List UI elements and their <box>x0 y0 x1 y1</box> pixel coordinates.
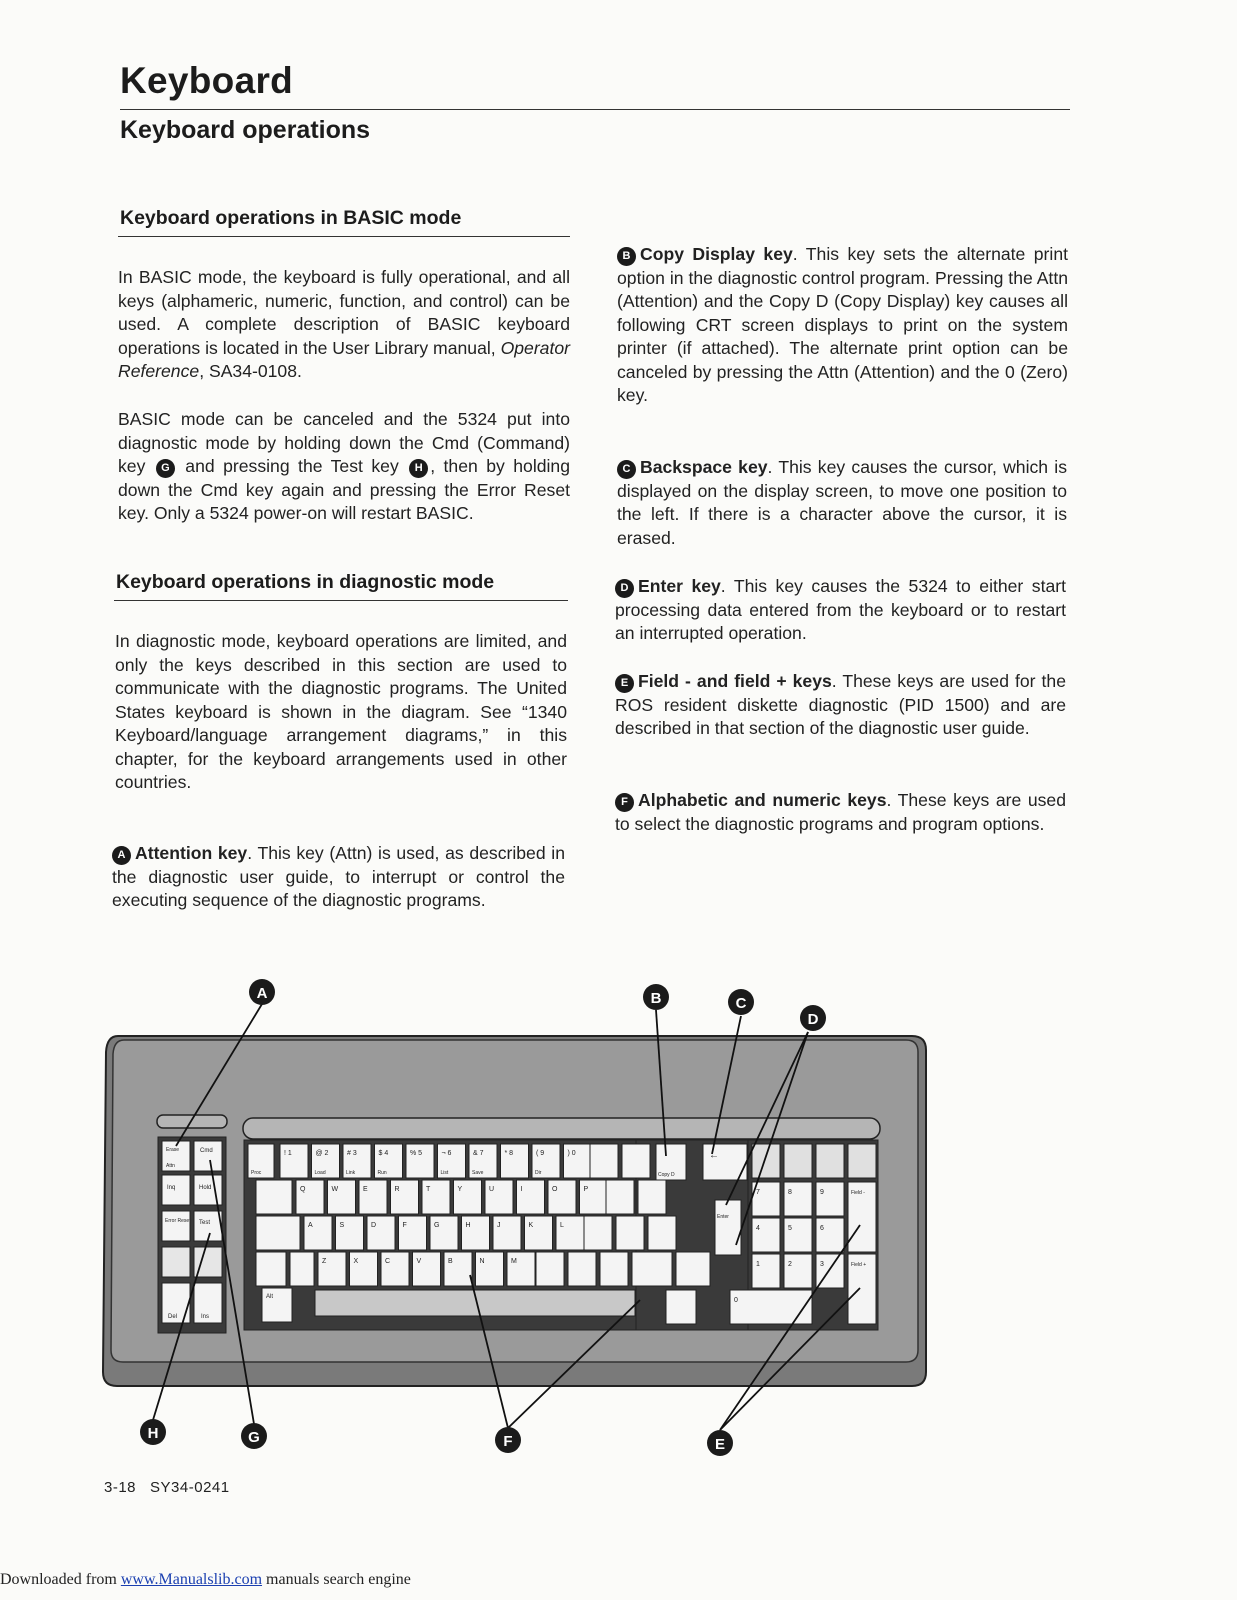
key-letter-k-label: K <box>528 1222 534 1229</box>
key-letter-j-label: J <box>497 1222 501 1229</box>
key-letter-d-label: D <box>371 1222 377 1229</box>
key-ins-label: Ins <box>201 1314 210 1320</box>
keyboard-diagram <box>0 960 1237 1460</box>
key-num-0 <box>730 1290 812 1324</box>
key-letter-x-label: X <box>353 1258 359 1265</box>
key-shift-lock <box>256 1216 300 1250</box>
title-rule <box>120 109 1070 110</box>
key-letter-w-label: W <box>331 1186 339 1193</box>
key-num-4 <box>752 1218 780 1252</box>
key-letter-z-label: Z <box>322 1258 327 1265</box>
key-num-top-4 <box>848 1144 876 1178</box>
key-quote <box>616 1216 644 1250</box>
key-digit-4-sublabel: Run <box>377 1170 387 1176</box>
callout-g-label: G <box>248 1429 260 1446</box>
backspace-key-name: Backspace key <box>640 457 768 477</box>
field-keys-text: . These keys are used for the ROS resident diskette diagnostic (PID 1500) and are described in that section of the diagnostic user guide. <box>615 671 1066 738</box>
key-digit-9-label: ( 9 <box>536 1150 545 1157</box>
key-digit-6-label: ¬ 6 <box>441 1150 452 1157</box>
key-num-top-1 <box>752 1144 780 1178</box>
key-angle <box>290 1252 314 1286</box>
key-semicolon <box>584 1216 612 1250</box>
key-period <box>568 1252 596 1286</box>
key-letter-o-label: O <box>552 1186 558 1193</box>
callout-f-label: F <box>503 1433 513 1450</box>
key-digit-8-label: * 8 <box>504 1150 514 1157</box>
key-inq-label: Inq <box>167 1185 176 1191</box>
callout-g-inline: G <box>156 459 175 478</box>
key-hold-label: Hold <box>199 1185 212 1191</box>
basic-p2-tail: , then by holding down the Cmd key again and pressing the Error Reset key. Only a 5324 power-on will restart BASIC. <box>118 456 570 523</box>
key-copy-d-label: Copy D <box>658 1172 675 1178</box>
key-error-reset <box>162 1211 190 1241</box>
document-number: SY34-0241 <box>150 1479 230 1496</box>
key-letter-t-label: T <box>426 1186 431 1193</box>
key-digit-2-label: @ 2 <box>315 1150 329 1157</box>
callout-f-bullet: F <box>615 793 634 812</box>
indicator-slot-main <box>243 1118 880 1139</box>
diagnostic-mode-paragraph: In diagnostic mode, keyboard operations are limited, and only the keys described in this section are used to communicate with the diagnostic programs. The United States keyboard is shown in the diagram. See “1340 Keyboard/language arrangement diagrams,” in this chapter, for the keyboard arrangements used in other countries. <box>115 631 567 792</box>
enter-key-name: Enter key <box>638 576 721 596</box>
callout-b-bullet: B <box>617 247 636 266</box>
callout-h-inline: H <box>409 459 428 478</box>
callout-e-bullet: E <box>615 674 634 693</box>
key-num-6-label: 6 <box>820 1225 824 1232</box>
basic-mode-paragraph-1 <box>118 266 570 384</box>
key-enter <box>715 1200 741 1255</box>
key-backslash <box>638 1180 666 1214</box>
key-attn-label: Attn <box>166 1163 175 1169</box>
section-heading-diagnostic: Keyboard operations in diagnostic mode <box>116 571 495 593</box>
backspace-key-description <box>617 456 1067 550</box>
key-num-top-3 <box>816 1144 844 1178</box>
key-num-0-label: 0 <box>734 1297 738 1304</box>
key-braces <box>648 1216 676 1250</box>
key-num-6 <box>816 1218 844 1252</box>
key-num-5-label: 5 <box>788 1225 792 1232</box>
key-digit-7-sublabel: Save <box>472 1170 484 1176</box>
key-letter-s-label: S <box>339 1222 345 1229</box>
key-field-plus-label: Field + <box>851 1262 867 1268</box>
key-num-1-label: 1 <box>756 1261 760 1268</box>
basic-p2-mid: and pressing the Test key <box>176 456 408 476</box>
download-prefix: Downloaded from <box>0 1571 121 1588</box>
key-field-exit <box>676 1252 710 1286</box>
key-num-7-label: 7 <box>756 1189 760 1196</box>
callout-d-label: D <box>807 1011 819 1028</box>
callout-c-label: C <box>735 995 747 1012</box>
key-letter-h-label: H <box>465 1222 471 1229</box>
callout-a-bullet: A <box>112 846 131 865</box>
callout-b-label: B <box>650 990 662 1007</box>
key-num-9 <box>816 1182 844 1216</box>
copy-display-key-text: . This key sets the alternate print option in the diagnostic control program. Pressing the Attn (Attention) and the Copy D (Copy Display) key causes all following CRT screen displays to print on the system printer (if attached). The alternate print option can be canceled by pressing the Attn (Attention) and the 0 (Zero) key. <box>617 244 1068 405</box>
alphanumeric-keys-text: . These keys are used to select the diagnostic programs and program options. <box>615 790 1066 834</box>
key-letter-e-label: E <box>363 1186 368 1193</box>
key-cmd-label: Cmd <box>200 1148 213 1154</box>
key-letter-c-label: C <box>385 1258 391 1265</box>
key-digit-3-sublabel: Link <box>346 1170 356 1176</box>
basic-p1-text: In BASIC mode, the keyboard is fully operational, and all keys (alphameric, numeric, function, and control) can be used. A complete description of BASIC keyboard operations is located in the User Library manual, <box>118 267 570 358</box>
key-letter-p-label: P <box>583 1186 589 1193</box>
basic-mode-paragraph-2 <box>118 408 570 526</box>
key-digit-4-label: $ 4 <box>378 1150 389 1157</box>
key-num-5 <box>784 1218 812 1252</box>
enter-key-text: . This key causes the 5324 to either start processing data entered from the keyboard or to restart an interrupted operation. <box>615 576 1066 643</box>
key-letter-m-label: M <box>511 1258 517 1265</box>
download-suffix: manuals search engine <box>262 1571 411 1588</box>
key-error-reset-label: Error Reset <box>165 1218 191 1224</box>
key-digit-2-sublabel: Load <box>314 1170 326 1176</box>
basic-p1-tail: , SA34-0108. <box>199 361 302 381</box>
page-subtitle: Keyboard operations <box>120 116 371 144</box>
attention-key-text: . This key (Attn) is used, as described in the diagnostic user guide, to interrupt or control the executing sequence of the diagnostic programs. <box>112 843 565 910</box>
key-letter-a-label: A <box>308 1222 313 1229</box>
key-enter-label: Enter <box>717 1214 729 1220</box>
key-minus <box>590 1144 618 1178</box>
key-comma <box>536 1252 564 1286</box>
key-letter-b-label: B <box>448 1258 453 1265</box>
key-digit-5-label: % 5 <box>410 1150 423 1157</box>
field-keys-name: Field - and field + keys <box>638 671 832 691</box>
backspace-arrow-icon: ← <box>709 1150 719 1161</box>
key-num-2 <box>784 1254 812 1288</box>
key-letter-l-label: L <box>560 1222 564 1229</box>
basic-p2-text: BASIC mode can be canceled and the 5324 put into diagnostic mode by holding down the Cmd (Command) key <box>118 409 570 476</box>
key-del-label: Del <box>168 1314 178 1320</box>
manualslib-link[interactable]: www.Manualslib.com <box>120 1571 263 1588</box>
key-tab <box>256 1180 292 1214</box>
key-digit-1-label: ! 1 <box>284 1150 292 1157</box>
key-letter-i-label: I <box>520 1186 523 1193</box>
key-cmd <box>194 1141 222 1171</box>
key-blank-left <box>162 1247 190 1277</box>
key-num-3-label: 3 <box>820 1261 824 1268</box>
download-banner <box>0 1571 411 1589</box>
key-shift-right <box>632 1252 672 1286</box>
attention-key-description <box>112 842 565 913</box>
section-rule-basic <box>118 236 570 237</box>
key-digit-3-label: # 3 <box>347 1150 357 1157</box>
key-letter-r-label: R <box>394 1186 400 1193</box>
key-digit-9-sublabel: Dir <box>535 1170 542 1176</box>
key-alt-label: Alt <box>266 1294 274 1300</box>
callout-d-bullet: D <box>615 579 634 598</box>
key-letter-g-label: G <box>434 1222 440 1229</box>
key-digit-7-label: & 7 <box>473 1150 484 1157</box>
key-num-2-label: 2 <box>788 1261 792 1268</box>
backspace-key-text: . This key causes the cursor, which is displayed on the display screen, to move one position to the left. If there is a character above the cursor, it is erased. <box>617 457 1067 548</box>
section-heading-basic: Keyboard operations in BASIC mode <box>120 207 462 229</box>
copy-display-key-description <box>617 243 1068 408</box>
key-equals <box>622 1144 650 1178</box>
key-letter-f-label: F <box>402 1222 407 1229</box>
page-number: 3-18 <box>104 1479 137 1496</box>
key-num-4-label: 4 <box>756 1225 760 1232</box>
key-test-label: Test <box>199 1220 211 1226</box>
key-letter-q-label: Q <box>300 1186 306 1193</box>
key-num-top-2 <box>784 1144 812 1178</box>
key-letter-v-label: V <box>416 1258 422 1265</box>
key-slash <box>600 1252 628 1286</box>
callout-c-bullet: C <box>617 460 636 479</box>
field-keys-description <box>615 670 1066 741</box>
section-rule-diagnostic <box>114 600 568 601</box>
alphanumeric-keys-name: Alphabetic and numeric keys <box>638 790 887 810</box>
key-field-minus-label: Field - <box>851 1190 865 1196</box>
key-num-9-label: 9 <box>820 1189 824 1196</box>
indicator-slot-left <box>157 1115 227 1128</box>
key-erase-label: Erase <box>166 1147 180 1153</box>
key-cent <box>606 1180 634 1214</box>
key-field-minus-lower <box>666 1290 696 1324</box>
page-footer <box>104 1479 230 1496</box>
key-num-1 <box>752 1254 780 1288</box>
key-letter-n-label: N <box>479 1258 485 1265</box>
key-shift-left <box>256 1252 286 1286</box>
key-num-8 <box>784 1182 812 1216</box>
callout-e-label: E <box>714 1436 726 1453</box>
copy-display-key-name: Copy Display key <box>640 244 793 264</box>
alphanumeric-keys-description <box>615 789 1066 836</box>
key-num-8-label: 8 <box>788 1189 792 1196</box>
callout-a-label: A <box>256 985 268 1002</box>
page-title: Keyboard <box>120 60 294 101</box>
key-digit-6-sublabel: List <box>440 1170 449 1176</box>
key-letter-y-label: Y <box>457 1186 463 1193</box>
attention-key-name: Attention key <box>135 843 248 863</box>
callout-h-label: H <box>147 1425 159 1442</box>
enter-key-description <box>615 575 1066 646</box>
key-tilde-sublabel: Proc <box>251 1170 262 1176</box>
operator-reference-title: Operator Reference <box>118 337 570 381</box>
key-digit-0-label: ) 0 <box>567 1150 576 1157</box>
key-letter-u-label: U <box>489 1186 495 1193</box>
